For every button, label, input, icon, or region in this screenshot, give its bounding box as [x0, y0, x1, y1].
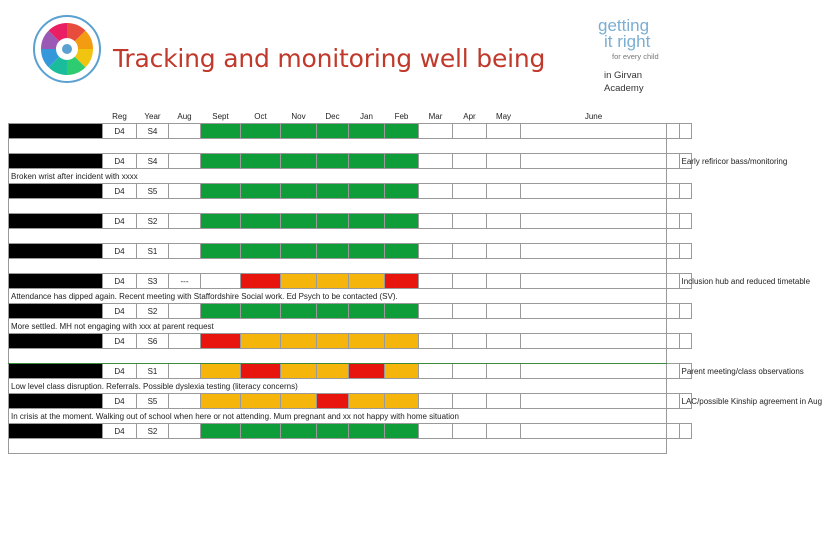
status-cell — [317, 124, 349, 139]
pupil-name-redacted — [9, 394, 103, 409]
status-cell — [487, 214, 521, 229]
status-cell — [419, 244, 453, 259]
status-cell — [453, 214, 487, 229]
status-cell — [241, 214, 281, 229]
status-cell — [241, 364, 281, 379]
reg-cell: D4 — [103, 154, 137, 169]
status-cell — [349, 184, 385, 199]
status-cell — [419, 304, 453, 319]
status-cell — [241, 244, 281, 259]
status-cell — [521, 304, 667, 319]
status-cell — [385, 244, 419, 259]
logo-line-2: it right — [604, 32, 651, 51]
status-cell — [349, 154, 385, 169]
col-header: Year — [144, 112, 161, 121]
col-header: Jan — [360, 112, 373, 121]
note-row — [9, 259, 692, 274]
month-cell-aug — [169, 214, 201, 229]
status-cell — [317, 304, 349, 319]
intervention-cell — [679, 334, 692, 349]
note-text: In crisis at the moment. Walking out of school when here or not attending. Mum pregnant and xx not happy with home situation — [9, 409, 667, 424]
pupil-name-redacted — [9, 334, 103, 349]
status-cell — [349, 394, 385, 409]
status-cell — [453, 424, 487, 439]
status-cell — [521, 364, 667, 379]
status-cell — [241, 274, 281, 289]
status-cell — [419, 274, 453, 289]
status-cell — [453, 124, 487, 139]
status-cell — [201, 304, 241, 319]
reg-cell: D4 — [103, 304, 137, 319]
col-header: Nov — [291, 112, 306, 121]
month-cell-aug — [169, 124, 201, 139]
intervention-cell: Early refiricor bass/monitoring — [679, 154, 692, 169]
status-cell — [349, 304, 385, 319]
note-text: More settled. MH not engaging with xxx at parent request — [9, 319, 667, 334]
status-cell — [667, 394, 680, 409]
status-cell — [521, 154, 667, 169]
status-cell — [667, 364, 680, 379]
note-row — [9, 439, 692, 454]
status-cell — [241, 124, 281, 139]
table-row — [9, 184, 692, 199]
status-cell — [349, 274, 385, 289]
year-cell: S2 — [137, 214, 169, 229]
status-cell — [281, 274, 317, 289]
note-row — [9, 289, 692, 304]
reg-cell: D4 — [103, 184, 137, 199]
status-cell — [349, 214, 385, 229]
status-cell — [385, 334, 419, 349]
year-cell: S2 — [137, 424, 169, 439]
status-cell — [201, 184, 241, 199]
pupil-name-redacted — [9, 184, 103, 199]
status-cell — [317, 334, 349, 349]
logo-line-1: getting — [598, 16, 650, 35]
year-cell: S4 — [137, 154, 169, 169]
intervention-cell — [679, 244, 692, 259]
status-cell — [453, 394, 487, 409]
status-cell — [667, 334, 680, 349]
month-cell-aug — [169, 304, 201, 319]
intervention-cell: Parent meeting/class observations — [679, 364, 692, 379]
col-header: Reg — [112, 112, 127, 121]
status-cell — [281, 304, 317, 319]
status-cell — [521, 334, 667, 349]
status-cell — [281, 394, 317, 409]
col-header: Oct — [254, 112, 267, 121]
status-cell — [385, 394, 419, 409]
status-cell — [419, 184, 453, 199]
status-cell — [385, 154, 419, 169]
pupil-name-redacted — [9, 244, 103, 259]
col-header: June — [584, 112, 603, 121]
table-row — [9, 154, 692, 169]
year-cell: S3 — [137, 274, 169, 289]
note-row — [9, 409, 692, 424]
status-cell — [317, 214, 349, 229]
status-cell — [521, 424, 667, 439]
intervention-cell — [679, 304, 692, 319]
month-cell-aug — [169, 184, 201, 199]
table-row — [9, 124, 692, 139]
status-cell — [453, 244, 487, 259]
status-cell — [453, 274, 487, 289]
table-row — [9, 214, 692, 229]
year-cell: S2 — [137, 304, 169, 319]
col-header: Dec — [325, 112, 340, 121]
status-cell — [385, 184, 419, 199]
subtitle-line-1: in Girvan — [604, 70, 643, 81]
note-text: Attendance has dipped again. Recent meeting with Staffordshire Social work. Ed Psych to be contacted (SV). — [9, 289, 667, 304]
table-row — [9, 424, 692, 439]
wellbeing-wheel-logo — [33, 15, 101, 83]
tracking-table — [8, 110, 822, 454]
status-cell — [349, 334, 385, 349]
status-cell — [521, 274, 667, 289]
status-cell — [241, 154, 281, 169]
subtitle-line-2: Academy — [604, 82, 644, 94]
status-cell — [419, 214, 453, 229]
status-cell — [349, 364, 385, 379]
status-cell — [419, 424, 453, 439]
status-cell — [487, 364, 521, 379]
table-row — [9, 304, 692, 319]
status-cell — [349, 124, 385, 139]
intervention-cell: Inclusion hub and reduced timetable — [679, 274, 692, 289]
status-cell — [521, 244, 667, 259]
table-row — [9, 364, 692, 379]
note-text — [9, 139, 667, 154]
month-cell-aug — [169, 394, 201, 409]
status-cell — [281, 124, 317, 139]
year-cell: S5 — [137, 184, 169, 199]
status-cell — [385, 274, 419, 289]
status-cell — [317, 364, 349, 379]
getting-it-right-logo — [598, 18, 680, 61]
pupil-name-redacted — [9, 364, 103, 379]
month-cell-aug — [169, 244, 201, 259]
status-cell — [201, 214, 241, 229]
status-cell — [453, 364, 487, 379]
status-cell — [281, 184, 317, 199]
col-header: Apr — [463, 112, 476, 121]
status-cell — [201, 334, 241, 349]
status-cell — [281, 364, 317, 379]
status-cell — [281, 154, 317, 169]
status-cell — [487, 394, 521, 409]
note-text: Low level class disruption. Referrals. Possible dyslexia testing (literacy concerns) — [9, 379, 667, 394]
page-title: Tracking and monitoring well being — [113, 44, 546, 73]
note-text — [9, 349, 667, 364]
status-cell — [453, 154, 487, 169]
status-cell — [201, 274, 241, 289]
header-row — [9, 110, 692, 124]
status-cell — [349, 244, 385, 259]
status-cell — [281, 424, 317, 439]
status-cell — [667, 244, 680, 259]
note-text — [9, 199, 667, 214]
status-cell — [521, 184, 667, 199]
note-text — [9, 259, 667, 274]
status-cell — [317, 244, 349, 259]
status-cell — [201, 154, 241, 169]
table-row — [9, 394, 692, 409]
status-cell — [521, 124, 667, 139]
note-row — [9, 169, 692, 184]
col-header: Sept — [212, 112, 229, 121]
col-header: Feb — [394, 112, 409, 121]
reg-cell: D4 — [103, 274, 137, 289]
status-cell — [385, 424, 419, 439]
intervention-cell — [679, 214, 692, 229]
status-cell — [317, 394, 349, 409]
reg-cell: D4 — [103, 394, 137, 409]
year-cell: S6 — [137, 334, 169, 349]
status-cell — [385, 364, 419, 379]
status-cell — [281, 244, 317, 259]
status-cell — [487, 334, 521, 349]
year-cell: S1 — [137, 244, 169, 259]
reg-cell: D4 — [103, 124, 137, 139]
table-row — [9, 274, 692, 289]
status-cell — [241, 334, 281, 349]
status-cell — [385, 214, 419, 229]
note-text — [9, 439, 667, 454]
status-cell — [453, 304, 487, 319]
status-cell — [487, 244, 521, 259]
month-cell-aug — [169, 154, 201, 169]
status-cell — [201, 394, 241, 409]
logo-line-3: for every child — [612, 52, 659, 61]
pupil-name-redacted — [9, 304, 103, 319]
status-cell — [667, 214, 680, 229]
status-cell — [487, 274, 521, 289]
status-cell — [667, 424, 680, 439]
pupil-name-redacted — [9, 424, 103, 439]
reg-cell: D4 — [103, 244, 137, 259]
note-text: Broken wrist after incident with xxxx — [9, 169, 667, 184]
table-row — [9, 334, 692, 349]
status-cell — [487, 124, 521, 139]
status-cell — [281, 334, 317, 349]
month-cell-aug: --- — [169, 274, 201, 289]
table-row — [9, 244, 692, 259]
status-cell — [241, 304, 281, 319]
status-cell — [241, 394, 281, 409]
status-cell — [487, 424, 521, 439]
status-cell — [241, 184, 281, 199]
year-cell: S1 — [137, 364, 169, 379]
note-row — [9, 349, 692, 364]
pupil-name-redacted — [9, 124, 103, 139]
status-cell — [453, 334, 487, 349]
note-row — [9, 319, 692, 334]
status-cell — [667, 184, 680, 199]
status-cell — [201, 124, 241, 139]
status-cell — [419, 334, 453, 349]
col-header: May — [495, 112, 512, 121]
col-header: Aug — [177, 112, 192, 121]
status-cell — [419, 394, 453, 409]
reg-cell: D4 — [103, 364, 137, 379]
status-cell — [385, 304, 419, 319]
status-cell — [385, 124, 419, 139]
year-cell: S5 — [137, 394, 169, 409]
intervention-cell — [679, 124, 692, 139]
status-cell — [667, 304, 680, 319]
status-cell — [349, 424, 385, 439]
status-cell — [521, 394, 667, 409]
status-cell — [667, 124, 680, 139]
table-body — [9, 124, 822, 454]
status-cell — [487, 154, 521, 169]
month-cell-aug — [169, 364, 201, 379]
reg-cell: D4 — [103, 424, 137, 439]
note-row — [9, 199, 692, 214]
status-cell — [201, 364, 241, 379]
status-cell — [419, 154, 453, 169]
status-cell — [241, 424, 281, 439]
status-cell — [667, 154, 680, 169]
reg-cell: D4 — [103, 214, 137, 229]
pupil-name-redacted — [9, 274, 103, 289]
status-cell — [487, 304, 521, 319]
note-row — [9, 139, 692, 154]
status-cell — [453, 184, 487, 199]
reg-cell: D4 — [103, 334, 137, 349]
pupil-name-redacted — [9, 154, 103, 169]
month-cell-aug — [169, 334, 201, 349]
status-cell — [317, 424, 349, 439]
col-header-blank — [9, 110, 103, 124]
status-cell — [201, 244, 241, 259]
status-cell — [419, 124, 453, 139]
year-cell: S4 — [137, 124, 169, 139]
intervention-cell — [679, 184, 692, 199]
intervention-cell — [679, 424, 692, 439]
pupil-name-redacted — [9, 214, 103, 229]
month-cell-aug — [169, 424, 201, 439]
status-cell — [317, 184, 349, 199]
status-cell — [521, 214, 667, 229]
status-cell — [487, 184, 521, 199]
note-row — [9, 229, 692, 244]
status-cell — [281, 214, 317, 229]
intervention-cell: LAC/possible Kinship agreement in Aug — [679, 394, 692, 409]
school-subtitle — [604, 70, 644, 95]
status-cell — [667, 274, 680, 289]
status-cell — [317, 274, 349, 289]
note-text — [9, 229, 667, 244]
note-row — [9, 379, 692, 394]
status-cell — [201, 424, 241, 439]
col-header: Mar — [428, 112, 443, 121]
status-cell — [317, 154, 349, 169]
status-cell — [419, 364, 453, 379]
